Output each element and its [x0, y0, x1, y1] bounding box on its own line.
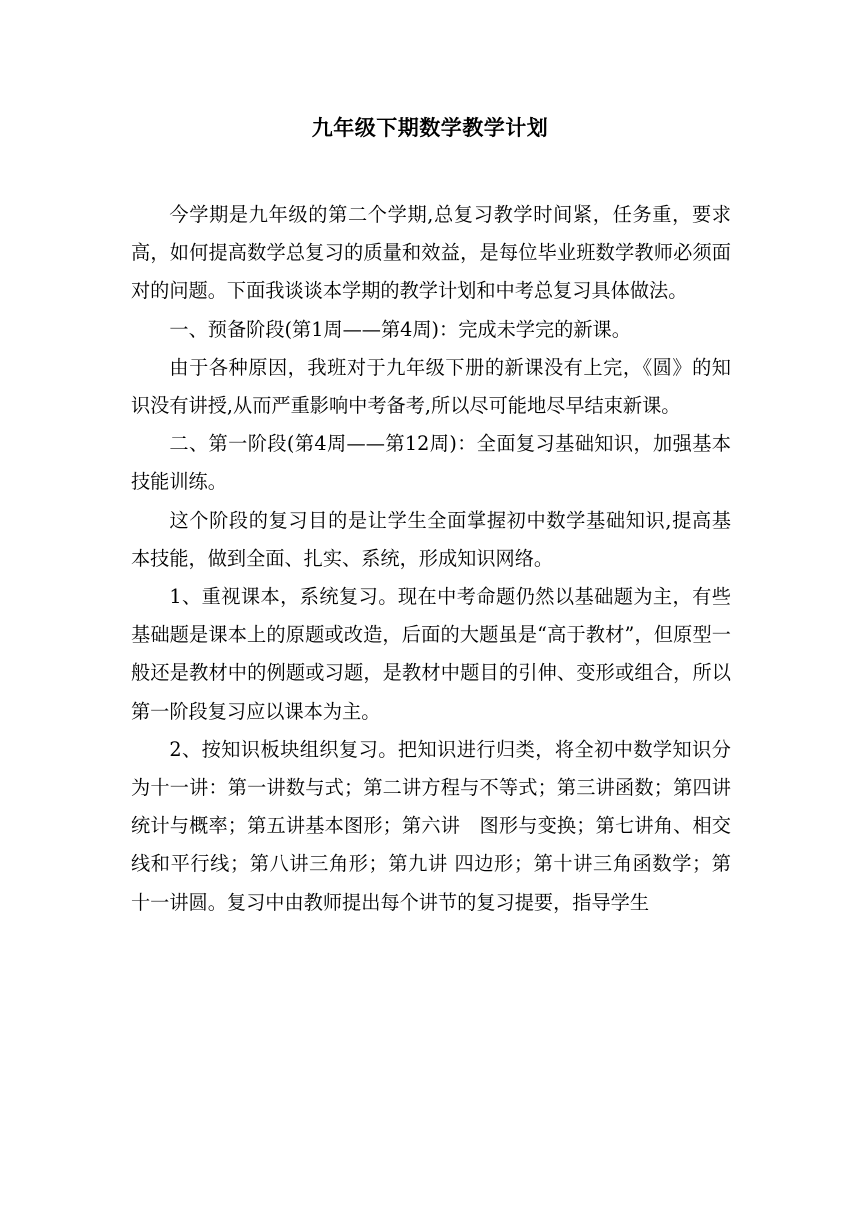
paragraph-stage-prep-heading: 一、预备阶段(第1周——第4周)：完成未学完的新课。: [169, 317, 631, 341]
document-title: 九年级下期数学教学计划: [311, 115, 549, 140]
paragraph-point-1: 1、重视课本，系统复习。现在中考命题仍然以基础题为主，有些基础题是课本上的原题或改造，后面的大题虽是“高于教材”，但原型一般还是教材中的例题或习题，是教材中题目的引伸、变形或组合，所以第一阶段复习应以课本为主。: [131, 585, 731, 723]
paragraph-point-2: 2、按知识板块组织复习。把知识进行归类，将全初中数学知识分为十一讲：第一讲数与式；第二讲方程与不等式；第三讲函数；第四讲统计与概率；第五讲基本图形；第六讲 图形与变换；第七讲角、相交线和平行线；第八讲三角形；第九讲 四边形；第十讲三角函数学；第十一讲圆。复习中由教师提出每个讲节的复习提要，指导学生: [131, 737, 731, 914]
paragraph-stage-prep-detail: 由于各种原因，我班对于九年级下册的新课没有上完，《圆》的知识没有讲授,从而严重影响中考备考,所以尽可能地尽早结束新课。: [131, 355, 731, 418]
paragraph-intro: 今学期是九年级的第二个学期,总复习教学时间紧，任务重，要求高，如何提高数学总复习的质量和效益，是每位毕业班数学教师必须面对的问题。下面我谈谈本学期的教学计划和中考总复习具体做法。: [131, 203, 731, 303]
document-body: [131, 196, 731, 922]
paragraph-stage-one-heading: 二、第一阶段(第4周——第12周)：全面复习基础知识，加强基本技能训练。: [131, 432, 731, 494]
paragraph-stage-one-goal: 这个阶段的复习目的是让学生全面掌握初中数学基础知识,提高基本技能，做到全面、扎实、系统，形成知识网络。: [131, 508, 731, 570]
